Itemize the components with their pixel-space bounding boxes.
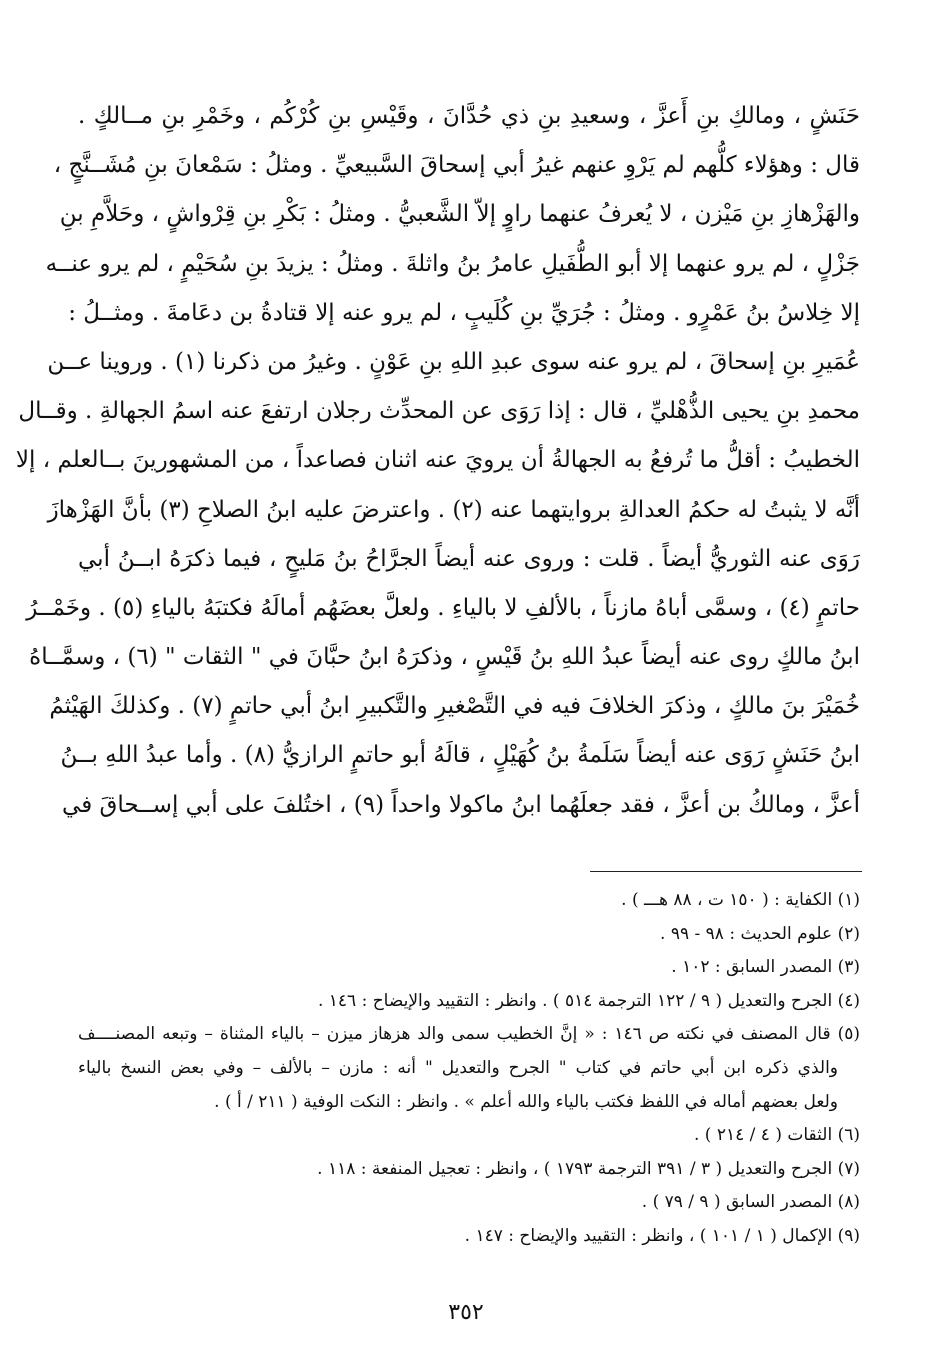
- body-line: ابنُ مالكٍ روى عنه أيضاً عبدُ اللهِ بنُ قَيْسٍ ، وذكرَهُ ابنُ حبَّانَ في " الثقات " (٦) ، وسمَّــاهُ: [29, 644, 860, 671]
- footnote-continuation: ولعل بعضهم أماله في اللفظ فكتب بالياء والله أعلم » . وانظر : النكت الوفية ( ٢١١ / أ ) .: [214, 1091, 838, 1112]
- footnote-continuation: والذي ذكره ابن أبي حاتم في كتاب " الجرح والتعديل " أنه : مازن – بالألف – وفي بعض النسخ بالياء: [78, 1057, 838, 1078]
- footnote: (١) الكفاية : ( ١٥٠ ت ، ٨٨ هـــ ) .: [621, 890, 860, 910]
- footnote: (٨) المصدر السابق ( ٩ / ٧٩ ) .: [641, 1192, 860, 1213]
- page-number: ٣٥٢: [448, 1300, 484, 1325]
- footnote: (٧) الجرح والتعديل ( ٣ / ٣٩١ الترجمة ١٧٩٣ ) ، وانظر : تعجيل المنفعة : ١١٨ .: [317, 1158, 860, 1179]
- footnote: (٩) الإكمال ( ١ / ١٠١ ) ، وانظر : التقييد والإيضاح : ١٤٧ .: [464, 1225, 860, 1246]
- body-line: حاتمٍ (٤) ، وسمَّى أباهُ مازناً ، بالألفِ لا بالياءِ . ولعلَّ بعضَهُم أمالَهُ فكتبَهُ بالياءِ (٥) . وخَمْــرُ: [26, 594, 860, 621]
- body-line: محمدِ بنِ يحيى الذُّهْليِّ ، قال : إذا رَوَى عن المحدِّث رجلان ارتفعَ عنه اسمُ الجهالةِ . وقــال: [18, 398, 860, 425]
- body-line: إلا خِلاسُ بنُ عَمْرٍو . ومثلُ : جُرَيِّ بنِ كُلَيبٍ ، لم يرو عنه إلا قتادةُ بن دعَامةَ . ومثــلُ :: [68, 299, 860, 326]
- footnote: (٤) الجرح والتعديل ( ٩ / ١٢٢ الترجمة ٥١٤ ) . وانظر : التقييد والإيضاح : ١٤٦ .: [317, 990, 860, 1011]
- body-line: خُمَيْرَ بنَ مالكٍ ، وذكرَ الخلافَ فيه في التَّصْغيرِ والتَّكبيرِ ابنُ أبي حاتمٍ (٧) . وكذلكَ الهَيْثمُ: [49, 693, 860, 720]
- body-line: ابنُ حَنَشٍ رَوَى عنه أيضاً سَلَمةُ بنُ كُهَيْلٍ ، قالَهُ أبو حاتمٍ الرازيُّ (٨) . وأما عبدُ اللهِ بــنُ: [60, 742, 860, 769]
- body-line: الخطيبُ : أقلُّ ما تُرفعُ به الجهالةُ أن يرويَ عنه اثنان فصاعداً ، من المشهورينَ بــالعلم ، إلا: [15, 447, 860, 474]
- body-line: رَوَى عنه الثوريُّ أيضاً . قلت : وروى عنه أيضاً الجرَّاحُ بنُ مَليحٍ ، فيما ذكرَهُ ابــنُ أبي: [78, 545, 860, 572]
- body-line: أعزَّ ، ومالكُ بن أعزَّ ، فقد جعلَهُما ابنُ ماكولا واحداً (٩) ، اختُلفَ على أبي إســحاقَ في: [62, 791, 860, 818]
- footnote: (٥) قال المصنف في نكته ص ١٤٦ : « إنَّ الخطيب سمى والد هزهاز ميزن – بالياء المثناة – وتبعه المصنــــف: [78, 1024, 860, 1045]
- body-line: قال : وهؤلاء كلُّهم لم يَرْوِ عنهم غيرُ أبي إسحاقَ السَّبيعيِّ . ومثلُ : سَمْعانَ بنِ مُشَــنَّجٍ ،: [53, 152, 860, 179]
- footnote: (٢) علوم الحديث : ٩٨ - ٩٩ .: [660, 923, 860, 944]
- body-line: جَزْلٍ ، لم يرو عنهما إلا أبو الطُّفَيلِ عامرُ بنُ واثلةَ . ومثلُ : يزيدَ بنِ سُحَيْمٍ ، لم يرو عنــه: [45, 250, 860, 277]
- body-line: أنَّه لا يثبتُ له حكمُ العدالةِ بروايتهما عنه (٢) . واعترضَ عليه ابنُ الصلاحِ (٣) بأنَّ الهَزْهازَ: [47, 496, 860, 523]
- main-text: [15, 92, 860, 830]
- footnote: (٦) الثقات ( ٤ / ٢١٤ ) .: [693, 1125, 860, 1146]
- footnote: (٣) المصدر السابق : ١٠٢ .: [671, 957, 860, 978]
- footnotes: [78, 884, 860, 1254]
- body-line: والهَزْهازِ بنِ مَيْزن ، لا يُعرفُ عنهما راوٍ إلاّ الشَّعبيُّ . ومثلُ : بَكْرِ بنِ قِرْواشٍ ، وحَلاَّمِ بنِ: [59, 201, 860, 228]
- body-line: عُمَيرِ بنِ إسحاقَ ، لم يرو عنه سوى عبدِ اللهِ بنِ عَوْنٍ . وغيرُ من ذكرنا (١) . وروينا عــن: [47, 348, 860, 375]
- body-line: حَنَشٍ ، ومالكِ بنِ أَعزَّ ، وسعيدِ بنِ ذي حُدَّانَ ، وقَيْسِ بنِ كُرْكُم ، وخَمْرِ بنِ مــالكٍ .: [78, 103, 860, 129]
- footnote-separator: [590, 871, 862, 872]
